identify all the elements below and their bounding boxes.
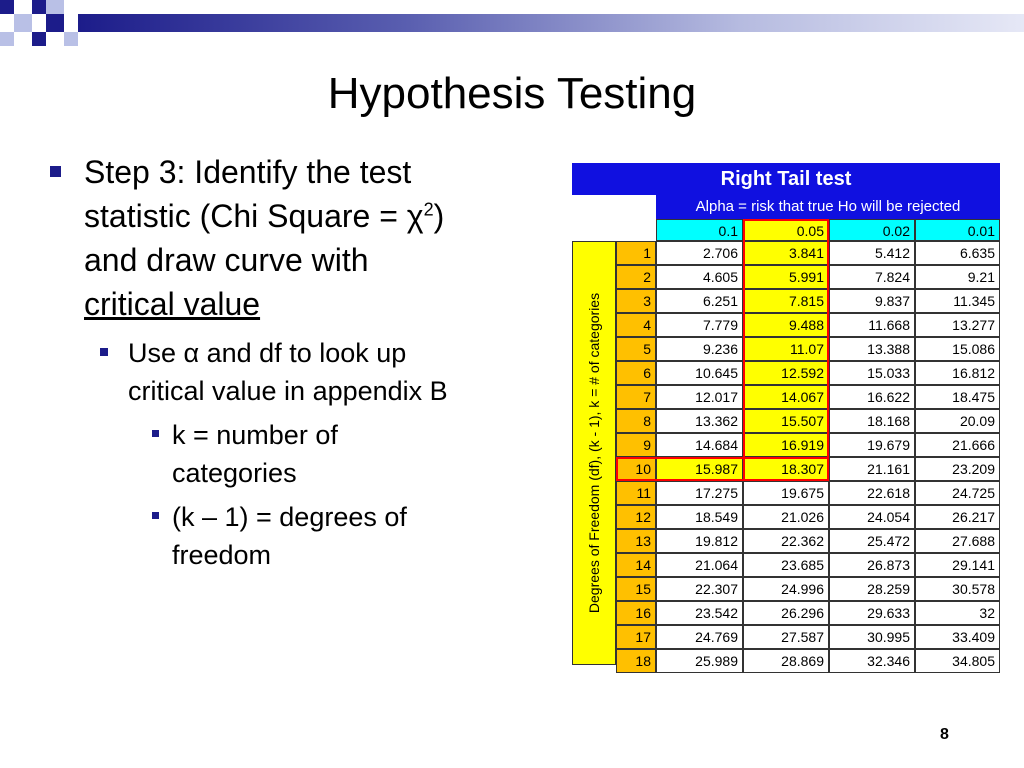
table-cell: 21.161: [829, 457, 915, 481]
alpha-header: 0.1: [656, 219, 743, 241]
df-cell: 4: [616, 313, 656, 337]
table-cell: 5.412: [829, 241, 915, 265]
bullet-marker: [100, 348, 108, 356]
alpha-header: 0.01: [915, 219, 1000, 241]
table-cell: 22.362: [743, 529, 829, 553]
table-cell: 16.812: [915, 361, 1000, 385]
alpha-header: 0.05: [743, 219, 829, 241]
bullet-lookup: Use α and df to look up critical value in appendix B: [44, 334, 544, 410]
bullet-list: [44, 150, 544, 574]
df-cell: 16: [616, 601, 656, 625]
table-cell: 2.706: [656, 241, 743, 265]
bullet-marker: [152, 430, 159, 437]
alpha-header: 0.02: [829, 219, 915, 241]
table-cell: 18.549: [656, 505, 743, 529]
table-cell: 16.622: [829, 385, 915, 409]
df-cell: 8: [616, 409, 656, 433]
table-cell: 28.259: [829, 577, 915, 601]
table-cell: 6.635: [915, 241, 1000, 265]
df-cell: 14: [616, 553, 656, 577]
table-cell: 13.277: [915, 313, 1000, 337]
table-cell: 22.618: [829, 481, 915, 505]
table-cell: 23.542: [656, 601, 743, 625]
table-cell: 12.017: [656, 385, 743, 409]
table-cell: 26.296: [743, 601, 829, 625]
bullet-df-definition: (k – 1) = degrees of freedom: [44, 498, 544, 574]
table-cell: 6.251: [656, 289, 743, 313]
table-cell: 33.409: [915, 625, 1000, 649]
table-cell: 5.991: [743, 265, 829, 289]
table-cell: 34.805: [915, 649, 1000, 673]
df-cell: 7: [616, 385, 656, 409]
table-cell: 28.869: [743, 649, 829, 673]
table-cell: 23.209: [915, 457, 1000, 481]
table-cell: 15.987: [656, 457, 743, 481]
df-cell: 2: [616, 265, 656, 289]
table-cell: 9.837: [829, 289, 915, 313]
table-cell: 21.064: [656, 553, 743, 577]
table-cell: 17.275: [656, 481, 743, 505]
header-rule: [78, 14, 1024, 32]
table-cell: 29.633: [829, 601, 915, 625]
df-cell: 9: [616, 433, 656, 457]
table-cell: 18.168: [829, 409, 915, 433]
table-cell: 32: [915, 601, 1000, 625]
table-cell: 30.578: [915, 577, 1000, 601]
table-cell: 19.675: [743, 481, 829, 505]
table-cell: 29.141: [915, 553, 1000, 577]
table-cell: 12.592: [743, 361, 829, 385]
table-cell: 30.995: [829, 625, 915, 649]
df-axis-label: Degrees of Freedom (df), (k - 1), k = # of categories: [572, 241, 616, 665]
table-cell: 9.488: [743, 313, 829, 337]
chi-symbol: χ: [406, 198, 424, 234]
table-cell: 14.684: [656, 433, 743, 457]
df-cell: 17: [616, 625, 656, 649]
table-cell: 3.841: [743, 241, 829, 265]
df-cell: 3: [616, 289, 656, 313]
df-cell: 13: [616, 529, 656, 553]
table-cell: 7.824: [829, 265, 915, 289]
table-cell: 11.668: [829, 313, 915, 337]
table-cell: 24.725: [915, 481, 1000, 505]
critical-value-text: critical value: [84, 286, 261, 322]
bullet-marker: [152, 512, 159, 519]
table-cell: 9.236: [656, 337, 743, 361]
table-cell: 13.388: [829, 337, 915, 361]
table-cell: 15.033: [829, 361, 915, 385]
table-cell: 4.605: [656, 265, 743, 289]
df-cell: 10: [616, 457, 656, 481]
table-cell: 21.026: [743, 505, 829, 529]
table-cell: 10.645: [656, 361, 743, 385]
table-cell: 16.919: [743, 433, 829, 457]
df-cell: 1: [616, 241, 656, 265]
table-cell: 21.666: [915, 433, 1000, 457]
table-cell: 24.769: [656, 625, 743, 649]
bullet-k-definition: k = number of categories: [44, 416, 544, 492]
table-cell: 18.307: [743, 457, 829, 481]
df-cell: 11: [616, 481, 656, 505]
bullet-step3: Step 3: Identify the test statistic (Chi Square = $\chi^2$) and draw curve with critical value: [44, 150, 544, 326]
table-cell: 26.217: [915, 505, 1000, 529]
table-cell: 27.587: [743, 625, 829, 649]
table-cell: 15.086: [915, 337, 1000, 361]
table-cell: 24.996: [743, 577, 829, 601]
table-cell: 7.779: [656, 313, 743, 337]
table-cell: 19.679: [829, 433, 915, 457]
slide-title: Hypothesis Testing: [327, 69, 697, 118]
table-cell: 15.507: [743, 409, 829, 433]
table-cell: 14.067: [743, 385, 829, 409]
table-cell: 13.362: [656, 409, 743, 433]
table-cell: 11.07: [743, 337, 829, 361]
page-number: 8: [940, 726, 949, 743]
table-cell: 7.815: [743, 289, 829, 313]
table-cell: 27.688: [915, 529, 1000, 553]
table-cell: 32.346: [829, 649, 915, 673]
df-cell: 6: [616, 361, 656, 385]
table-cell: 20.09: [915, 409, 1000, 433]
table-cell: 26.873: [829, 553, 915, 577]
table-cell: 25.472: [829, 529, 915, 553]
table-subtitle: Alpha = risk that true Ho will be rejected: [656, 195, 1000, 219]
table-cell: 24.054: [829, 505, 915, 529]
df-cell: 15: [616, 577, 656, 601]
highlight-column-box: [743, 219, 829, 481]
table-cell: 9.21: [915, 265, 1000, 289]
bullet-marker: [50, 166, 61, 177]
table-cell: 23.685: [743, 553, 829, 577]
df-cell: 18: [616, 649, 656, 673]
table-cell: 25.989: [656, 649, 743, 673]
table-title: Right Tail test: [572, 163, 1000, 195]
table-cell: 18.475: [915, 385, 1000, 409]
df-cell: 5: [616, 337, 656, 361]
df-cell: 12: [616, 505, 656, 529]
table-cell: 11.345: [915, 289, 1000, 313]
table-cell: 22.307: [656, 577, 743, 601]
table-cell: 19.812: [656, 529, 743, 553]
highlight-row-box: [616, 457, 829, 481]
